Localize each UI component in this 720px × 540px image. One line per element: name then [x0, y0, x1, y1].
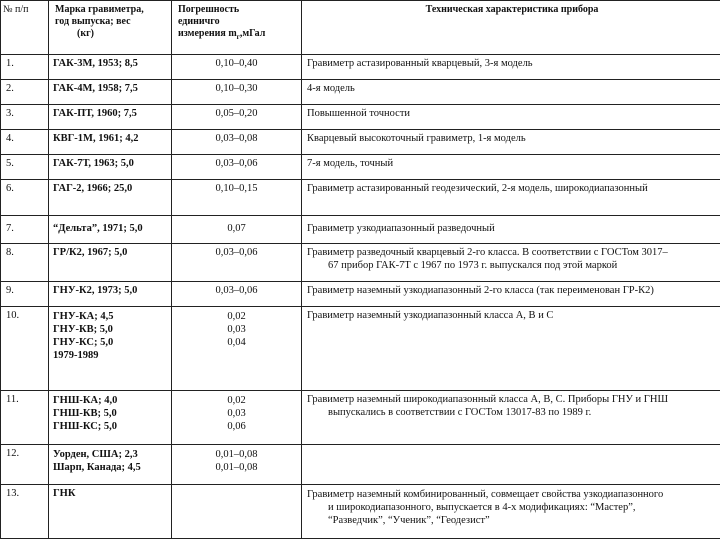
model-line: 1979-1989 [53, 350, 99, 361]
row-desc: Гравиметр астазированный кварцевый, 3-я модель [302, 55, 720, 80]
row-model: ГНК [49, 485, 172, 539]
row-desc: Гравиметр узкодиапазонный разведочный [302, 216, 720, 244]
row-error: 0,03–0,08 [172, 130, 302, 155]
model-line: ГНШ-КА; 4,0 [53, 395, 118, 406]
table-row [1, 216, 720, 244]
row-desc: Гравиметр наземный узкодиапазонный 2-го класса (так переименован ГР-К2) [302, 282, 720, 307]
error-line: 0,04 [227, 337, 246, 348]
error-line: 0,03 [227, 324, 246, 335]
row-model: ГАК-7Т, 1963; 5,0 [49, 155, 172, 180]
row-desc: Повышенной точности [302, 105, 720, 130]
row-num: 8. [1, 244, 49, 282]
row-error: 0,03–0,06 [172, 244, 302, 282]
row-num: 5. [1, 155, 49, 180]
row-desc: Гравиметр астазированный геодезический, 2-я модель, широкодиапазонный [302, 180, 720, 216]
header-error-text: измерения m [178, 28, 237, 39]
header-error-subscript: г [236, 33, 240, 41]
row-desc [302, 485, 720, 539]
model-line: Уорден, США; 2,3 [53, 449, 138, 460]
table-row [1, 244, 720, 282]
error-line: 0,02 [227, 395, 246, 406]
header-error-line [178, 28, 297, 43]
row-num: 1. [1, 55, 49, 80]
desc-line: 67 прибор ГАК-7Т с 1967 по 1973 г. выпускался под этой маркой [328, 259, 618, 271]
row-num: 12. [1, 445, 49, 485]
row-desc [302, 244, 720, 282]
table-row [1, 180, 720, 216]
row-num: 13. [1, 485, 49, 539]
row-error [172, 307, 302, 391]
row-num: 2. [1, 80, 49, 105]
row-error: 0,03–0,06 [172, 282, 302, 307]
table-row [1, 445, 720, 485]
model-line: Шарп, Канада; 4,5 [53, 462, 141, 473]
header-model-line: Марка гравиметра, [55, 4, 144, 15]
row-error [172, 391, 302, 445]
row-num: 7. [1, 216, 49, 244]
row-model [49, 445, 172, 485]
row-error: 0,05–0,20 [172, 105, 302, 130]
row-model [49, 391, 172, 445]
error-line: 0,02 [227, 311, 246, 322]
desc-line: Гравиметр наземный комбинированный, совмещает свойства узкодиапазонного [307, 489, 664, 500]
model-line: ГНШ-КС; 5,0 [53, 421, 118, 432]
row-model: ГНУ-К2, 1973; 5,0 [49, 282, 172, 307]
row-error: 0,10–0,15 [172, 180, 302, 216]
row-desc: 4-я модель [302, 80, 720, 105]
table-row [1, 391, 720, 445]
table-row [1, 155, 720, 180]
model-line: ГНУ-КВ; 5,0 [53, 324, 113, 335]
row-model: ГАК-ПТ, 1960; 7,5 [49, 105, 172, 130]
row-num: 10. [1, 307, 49, 391]
row-desc: Кварцевый высокоточный гравиметр, 1-я модель [302, 130, 720, 155]
row-num: 6. [1, 180, 49, 216]
row-error: 0,10–0,40 [172, 55, 302, 80]
row-model: ГАК-4М, 1958; 7,5 [49, 80, 172, 105]
header-model [49, 1, 172, 55]
table-row [1, 282, 720, 307]
model-line: ГНУ-КС; 5,0 [53, 337, 114, 348]
header-error [172, 1, 302, 55]
row-model [49, 307, 172, 391]
row-model: ГАГ-2, 1966; 25,0 [49, 180, 172, 216]
table-row [1, 307, 720, 391]
row-model: ГАК-3М, 1953; 8,5 [49, 55, 172, 80]
desc-line: Гравиметр наземный широкодиапазонный класса А, В, С. Приборы ГНУ и ГНШ [307, 394, 669, 405]
desc-line: и широкодиапазонного, выпускается в 4-х модификациях: “Мастер”, [328, 502, 636, 513]
row-desc: Гравиметр наземный узкодиапазонный класса А, В и С [302, 307, 720, 391]
row-num: 9. [1, 282, 49, 307]
error-line: 0,06 [227, 421, 246, 432]
table-row [1, 80, 720, 105]
header-num: № п/п [1, 1, 49, 55]
table-row [1, 485, 720, 539]
header-model-line: год выпуска; вес [55, 16, 131, 27]
header-error-unit: ,мГал [239, 28, 266, 39]
table-row [1, 130, 720, 155]
row-num: 11. [1, 391, 49, 445]
row-num: 3. [1, 105, 49, 130]
header-error-line: единичго [178, 16, 220, 27]
row-desc [302, 445, 720, 485]
row-error [172, 485, 302, 539]
header-error-line: Погрешность [178, 4, 240, 15]
row-model: КВГ-1М, 1961; 4,2 [49, 130, 172, 155]
row-error: 0,03–0,06 [172, 155, 302, 180]
desc-line: Гравиметр разведочный кварцевый 2-го класса. В соответствии с ГОСТом 3017– [307, 247, 668, 258]
desc-line: “Разведчик”, “Ученик”, “Геодезист” [328, 515, 490, 526]
row-num: 4. [1, 130, 49, 155]
model-line: ГНШ-КВ; 5,0 [53, 408, 117, 419]
header-model-line: (кг) [77, 28, 94, 39]
row-desc: 7-я модель, точный [302, 155, 720, 180]
row-error: 0,07 [172, 216, 302, 244]
error-line: 0,01–0,08 [215, 449, 258, 460]
row-desc [302, 391, 720, 445]
row-error: 0,10–0,30 [172, 80, 302, 105]
row-error [172, 445, 302, 485]
header-row [1, 1, 720, 55]
table-row [1, 105, 720, 130]
error-line: 0,03 [227, 408, 246, 419]
row-model: “Дельта”, 1971; 5,0 [49, 216, 172, 244]
error-line: 0,01–0,08 [215, 462, 258, 473]
table-row [1, 55, 720, 80]
desc-line: выпускались в соответствии с ГОСТом 13017-83 по 1989 г. [328, 406, 592, 418]
row-model: ГР/К2, 1967; 5,0 [49, 244, 172, 282]
model-line: ГНУ-КА; 4,5 [53, 311, 114, 322]
header-desc: Техническая характеристика прибора [302, 1, 720, 55]
